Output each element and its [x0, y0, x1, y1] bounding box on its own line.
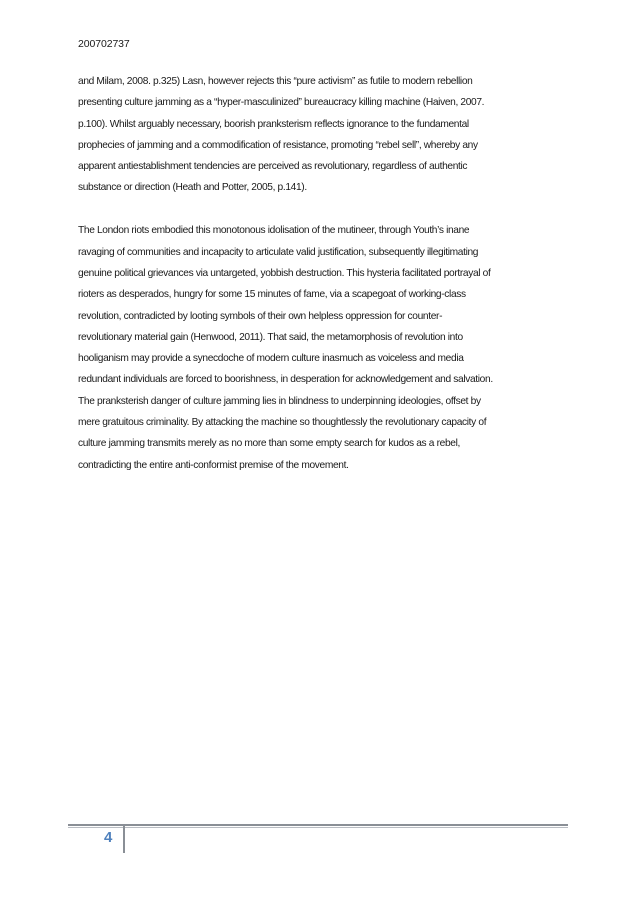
text-line: rioters as desperados, hungry for some 15 minutes of fame, via a scapegoat of working-class [78, 289, 466, 301]
text-line: p.100). Whilst arguably necessary, boorish pranksterism reflects ignorance to the fundamental [78, 118, 469, 130]
text-line: hooliganism may provide a synecdoche of modern culture inasmuch as voiceless and media [78, 353, 464, 365]
footer-rule-secondary [68, 827, 568, 828]
paragraph-2 [78, 220, 558, 476]
text-line: presenting culture jamming as a “hyper-masculinized” bureaucracy killing machine (Haiven, 2007. [78, 97, 485, 109]
text-line: The pranksterish danger of culture jamming lies in blindness to underpinning ideologies, offset by [78, 395, 481, 407]
text-line: contradicting the entire anti-conformist premise of the movement. [78, 459, 349, 471]
body-text [78, 71, 558, 476]
text-line: prophecies of jamming and a commodification of resistance, promoting “rebel sell”, whereby any [78, 139, 478, 151]
text-line: mere gratuitous criminality. By attacking the machine so thoughtlessly the revolutionary capacity of [78, 417, 487, 429]
text-line: substance or direction (Heath and Potter, 2005, p.141). [78, 182, 307, 194]
text-line: apparent antiestablishment tendencies are perceived as revolutionary, regardless of authentic [78, 161, 468, 173]
page-number-divider [123, 826, 125, 853]
page-header-student-id: 200702737 [78, 38, 130, 50]
text-line: culture jamming transmits merely as no more than some empty search for kudos as a rebel, [78, 438, 460, 450]
text-line: revolution, contradicted by looting symbols of their own helpless oppression for counter- [78, 310, 443, 322]
text-line: The London riots embodied this monotonous idolisation of the mutineer, through Youth’s inane [78, 225, 470, 237]
text-line: redundant individuals are forced to boorishness, in desperation for acknowledgement and salvation. [78, 374, 493, 386]
text-line: ravaging of communities and incapacity to articulate valid justification, subsequently illegitimating [78, 246, 479, 258]
footer-rule [68, 824, 568, 826]
text-line: and Milam, 2008. p.325) Lasn, however rejects this “pure activism” as futile to modern rebellion [78, 76, 473, 87]
paragraph-1 [78, 71, 558, 199]
page-number: 4 [104, 829, 113, 846]
text-line: genuine political grievances via untargeted, yobbish destruction. This hysteria facilitated portrayal of [78, 267, 491, 279]
paragraph-spacer [78, 199, 558, 221]
text-line: revolutionary material gain (Henwood, 2011). That said, the metamorphosis of revolution into [78, 331, 463, 343]
